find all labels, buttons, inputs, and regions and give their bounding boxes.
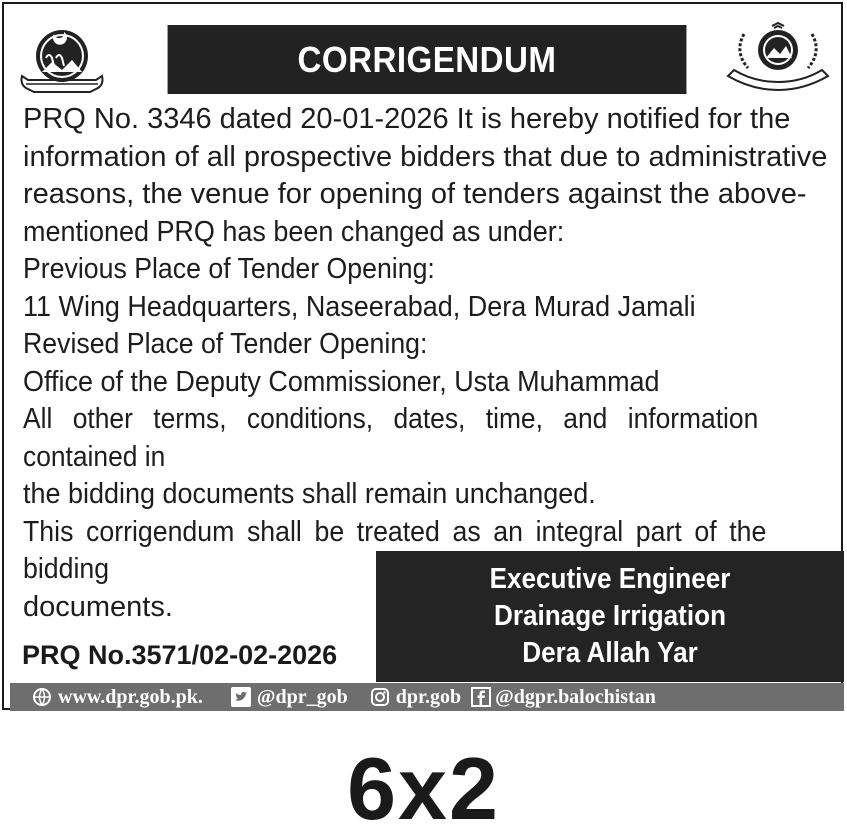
facebook-handle: @dgpr.balochistan [495,685,656,708]
facebook-icon [471,687,491,707]
instagram-handle: dpr.gob [395,685,462,708]
signature-designation: Executive Engineer [489,563,731,595]
intro-line: mentioned PRQ has been changed as under: [23,215,565,248]
twitter-handle: @dpr_gob [256,685,348,708]
footer-instagram[interactable] [370,686,461,709]
notice-body [23,101,831,626]
website-text: www.dpr.gob.pk. [58,685,203,708]
signature-department: Drainage Irrigation [493,600,727,632]
dgpr-balochistan-emblem-icon [722,22,834,96]
advertisement-panel [2,2,843,710]
signature-location: Dera Allah Yar [522,637,698,669]
integral-line: This corrigendum shall be treated as an integral part of the bidding [23,515,767,585]
globe-icon [32,687,52,707]
intro-line: information of all prospective bidders that due to administrative [23,140,828,173]
terms-line: All other terms, conditions, dates, time, and information contained in [23,403,759,473]
intro-line: PRQ No. 3346 dated 20-01-2026 It is hereby notified for the [23,103,791,135]
integral-line: documents. [23,590,173,623]
footer-contact-bar [10,683,844,711]
reference-number: PRQ No.3571/02-02-2026 [22,640,338,670]
footer-facebook[interactable] [471,686,656,709]
signature-block [376,551,844,682]
footer-twitter[interactable] [231,686,348,709]
terms-line: the bidding documents shall remain unchanged. [23,478,596,510]
corrigendum-title: CORRIGENDUM [168,25,687,94]
twitter-icon [231,687,251,707]
footer-website[interactable] [32,686,203,709]
previous-place-label: Previous Place of Tender Opening: [23,253,435,285]
previous-place-value: 11 Wing Headquarters, Naseerabad, Dera Murad Jamali [23,290,696,323]
revised-place-label: Revised Place of Tender Opening: [23,328,428,360]
balochistan-government-emblem-icon [16,18,108,100]
intro-line: reasons, the venue for opening of tenders against the above- [23,178,807,210]
ad-size-label: 6x2 [347,739,500,838]
instagram-icon [370,687,390,707]
revised-place-value: Office of the Deputy Commissioner, Usta Muhammad [23,365,660,398]
